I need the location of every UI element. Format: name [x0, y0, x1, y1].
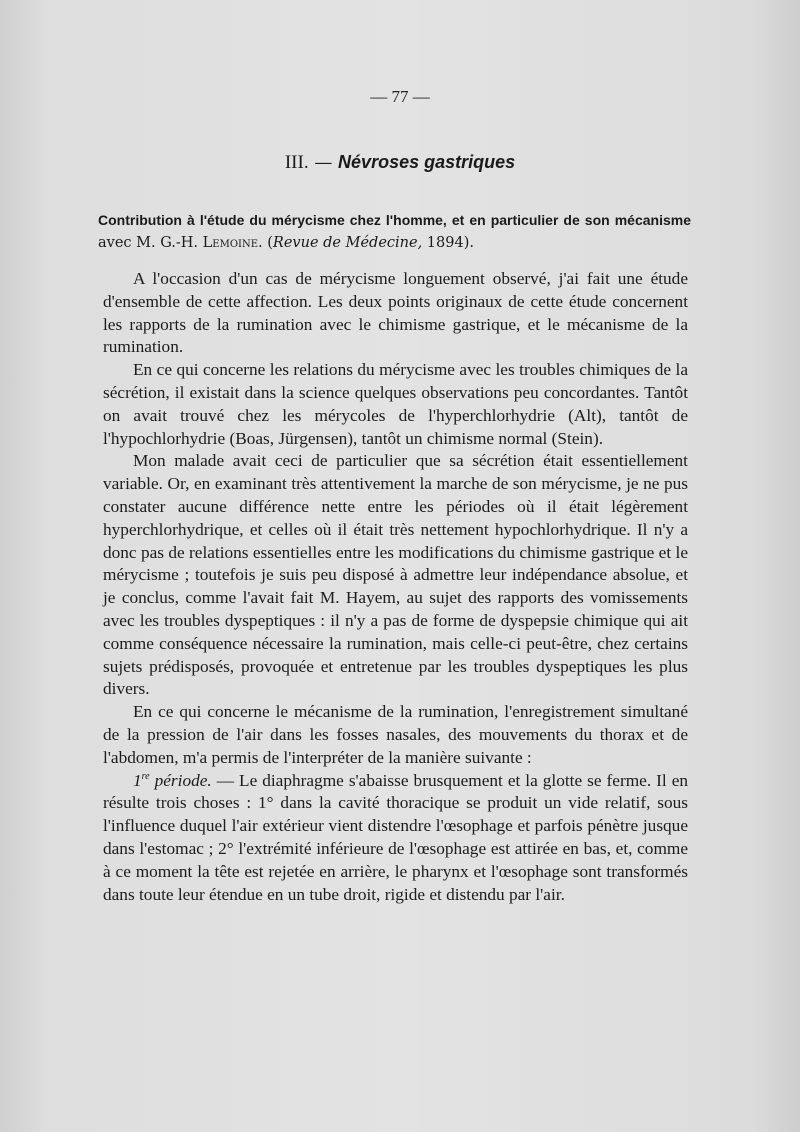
section-dash: — — [314, 152, 333, 173]
period-word: période. — [149, 770, 212, 790]
paragraph: En ce qui concerne le mécanisme de la rumination, l'enregistrement simultané de la pression de l'air dans les fosses nasales, des mouvements du thorax et de l'abdomen, m'a permis de l'interpréter de la manière suivante : — [103, 702, 688, 767]
paragraph: A l'occasion d'un cas de mérycisme longuement observé, j'ai fait une étude d'ensemble de cette affection. Les deux points originaux de cette étude concernent les rapports de la rumination avec le chimisme gastrique, et le mécanisme de la rumination. — [103, 269, 688, 357]
period-text: — Le diaphragme s'abaisse brusquement et la glotte se ferme. Il en résulte trois choses : 1° dans la cavité thoracique se produit un vide relatif, sous l'influence duquel l'air extérieur vient distendre l'œsophage et parfois pénètre jusque dans l'estomac ; 2° l'extrémité inférieure de l'œsophage est attirée en bas, et, comme à ce moment la tête est rejetée en arrière, le pharynx et l'œsophage sont transformés dans toute leur étendue en un tube droit, rigide et distendu par l'air. — [103, 770, 689, 904]
bibliographic-reference — [98, 209, 691, 254]
reference-separator: . ( — [258, 235, 273, 251]
section-title: Névroses gastriques — [338, 152, 516, 172]
paragraph: Mon malade avait ceci de particulier que sa sécrétion était essentiellement variable. Or, en examinant très attentivement la marche de son mérycisme, je ne pus constater aucune différence nette entre les périodes où il était légèrement hyperchlorhydrique, et celles où il était très nettement hypochlorhydrique. Il n'y a donc pas de relations essentielles entre les modifications du chimisme gastrique et le mérycisme ; toutefois je suis peu disposé à admettre leur indépendance absolue, et je conclus, comme l'avait fait M. Hayem, au sujet des rapports des vomissements avec les troubles dyspeptiques : il n'y a pas de forme de dyspepsie chimique qui ait comme conséquence nécessaire la rumination, mais celle-ci peut-être, chez certains sujets prédisposés, provoquée et entretenue par les troubles dyspeptiques les plus divers. — [103, 451, 688, 699]
section-number: III. — [284, 152, 309, 173]
reference-coauthor-prefix: avec M. G.-H. — [98, 235, 203, 251]
period-ordinal: 1 — [133, 770, 142, 790]
paragraph: En ce qui concerne les relations du mérycisme avec les troubles chimiques de la sécrétion, il existait dans la science quelques observations peu concordantes. Tantôt on avait trouvé chez les mérycoles de l'hyperchlorhydrie (Alt), tantôt de l'hypochlorhydrie (Boas, Jürgensen), tantôt un chimisme normal (Stein). — [103, 360, 688, 448]
paragraph-first-period — [103, 770, 688, 907]
period-ordinal-suffix: re — [141, 770, 150, 782]
reference-coauthor-name: Lemoine — [202, 235, 259, 251]
reference-title: Contribution à l'étude du mérycisme chez l'homme, et en particulier de son mécanisme — [98, 212, 691, 228]
reference-journal: Revue de Médecine, — [272, 235, 423, 251]
body-text — [103, 268, 688, 906]
page-number: — 77 — — [370, 87, 430, 106]
reference-year: 1894). — [422, 235, 474, 251]
section-heading — [0, 152, 800, 174]
